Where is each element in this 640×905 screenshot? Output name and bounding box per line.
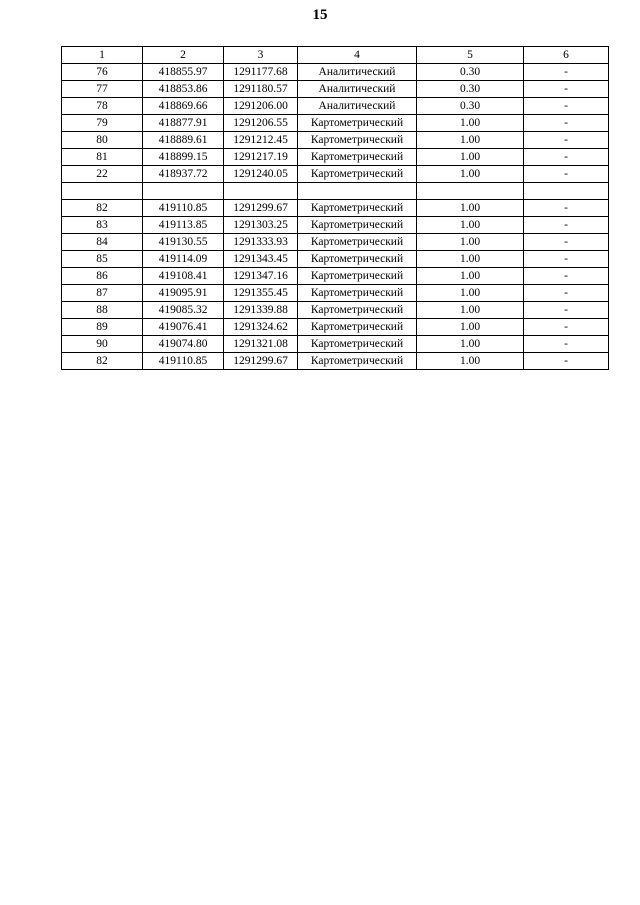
table-row xyxy=(62,217,609,234)
table-row xyxy=(62,115,609,132)
note-cell: - xyxy=(524,64,609,81)
x-coordinate-cell: 419110.85 xyxy=(143,353,224,370)
note-cell: - xyxy=(524,234,609,251)
table-row xyxy=(62,234,609,251)
table-row xyxy=(62,183,609,200)
table-row xyxy=(62,251,609,268)
note-cell: - xyxy=(524,302,609,319)
x-coordinate-cell: 418889.61 xyxy=(143,132,224,149)
y-coordinate-cell: 1291321.08 xyxy=(224,336,298,353)
accuracy-cell: 1.00 xyxy=(417,285,524,302)
note-cell: - xyxy=(524,251,609,268)
method-cell: Картометрический xyxy=(298,319,417,336)
method-cell xyxy=(298,183,417,200)
point-number-cell: 81 xyxy=(62,149,143,166)
accuracy-cell: 1.00 xyxy=(417,149,524,166)
y-coordinate-cell: 1291240.05 xyxy=(224,166,298,183)
table-row xyxy=(62,81,609,98)
column-header: 4 xyxy=(298,47,417,64)
point-number-cell: 88 xyxy=(62,302,143,319)
method-cell: Картометрический xyxy=(298,285,417,302)
coordinates-table xyxy=(61,46,609,370)
accuracy-cell: 1.00 xyxy=(417,234,524,251)
note-cell: - xyxy=(524,200,609,217)
point-number-cell: 79 xyxy=(62,115,143,132)
accuracy-cell: 1.00 xyxy=(417,166,524,183)
table-row xyxy=(62,200,609,217)
table-row xyxy=(62,166,609,183)
table-row xyxy=(62,268,609,285)
point-number-cell: 82 xyxy=(62,200,143,217)
x-coordinate-cell: 419076.41 xyxy=(143,319,224,336)
x-coordinate-cell: 418869.66 xyxy=(143,98,224,115)
accuracy-cell: 0.30 xyxy=(417,81,524,98)
accuracy-cell: 1.00 xyxy=(417,353,524,370)
table-row xyxy=(62,64,609,81)
y-coordinate-cell: 1291212.45 xyxy=(224,132,298,149)
method-cell: Картометрический xyxy=(298,149,417,166)
y-coordinate-cell: 1291177.68 xyxy=(224,64,298,81)
point-number-cell: 85 xyxy=(62,251,143,268)
column-header: 3 xyxy=(224,47,298,64)
y-coordinate-cell: 1291333.93 xyxy=(224,234,298,251)
point-number-cell: 86 xyxy=(62,268,143,285)
table-row xyxy=(62,132,609,149)
method-cell: Картометрический xyxy=(298,302,417,319)
note-cell: - xyxy=(524,132,609,149)
method-cell: Картометрический xyxy=(298,115,417,132)
accuracy-cell: 0.30 xyxy=(417,98,524,115)
accuracy-cell: 1.00 xyxy=(417,251,524,268)
page-number: 15 xyxy=(312,7,328,23)
x-coordinate-cell: 418877.91 xyxy=(143,115,224,132)
table-row xyxy=(62,302,609,319)
x-coordinate-cell: 419108.41 xyxy=(143,268,224,285)
x-coordinate-cell: 418937.72 xyxy=(143,166,224,183)
table-row xyxy=(62,319,609,336)
y-coordinate-cell: 1291324.62 xyxy=(224,319,298,336)
x-coordinate-cell: 419113.85 xyxy=(143,217,224,234)
y-coordinate-cell: 1291355.45 xyxy=(224,285,298,302)
y-coordinate-cell xyxy=(224,183,298,200)
accuracy-cell: 0.30 xyxy=(417,64,524,81)
table-row xyxy=(62,353,609,370)
x-coordinate-cell: 419110.85 xyxy=(143,200,224,217)
y-coordinate-cell: 1291339.88 xyxy=(224,302,298,319)
y-coordinate-cell: 1291299.67 xyxy=(224,200,298,217)
x-coordinate-cell xyxy=(143,183,224,200)
accuracy-cell xyxy=(417,183,524,200)
accuracy-cell: 1.00 xyxy=(417,302,524,319)
column-header: 5 xyxy=(417,47,524,64)
accuracy-cell: 1.00 xyxy=(417,115,524,132)
method-cell: Картометрический xyxy=(298,353,417,370)
x-coordinate-cell: 419095.91 xyxy=(143,285,224,302)
note-cell: - xyxy=(524,98,609,115)
y-coordinate-cell: 1291347.16 xyxy=(224,268,298,285)
method-cell: Картометрический xyxy=(298,217,417,234)
note-cell: - xyxy=(524,336,609,353)
method-cell: Аналитический xyxy=(298,81,417,98)
point-number-cell: 84 xyxy=(62,234,143,251)
point-number-cell: 76 xyxy=(62,64,143,81)
point-number-cell: 87 xyxy=(62,285,143,302)
method-cell: Картометрический xyxy=(298,166,417,183)
point-number-cell: 83 xyxy=(62,217,143,234)
note-cell: - xyxy=(524,353,609,370)
method-cell: Картометрический xyxy=(298,268,417,285)
method-cell: Картометрический xyxy=(298,336,417,353)
table-row xyxy=(62,149,609,166)
y-coordinate-cell: 1291180.57 xyxy=(224,81,298,98)
note-cell: - xyxy=(524,166,609,183)
note-cell xyxy=(524,183,609,200)
x-coordinate-cell: 419130.55 xyxy=(143,234,224,251)
point-number-cell: 22 xyxy=(62,166,143,183)
y-coordinate-cell: 1291217.19 xyxy=(224,149,298,166)
note-cell: - xyxy=(524,268,609,285)
column-header: 2 xyxy=(143,47,224,64)
note-cell: - xyxy=(524,319,609,336)
point-number-cell: 77 xyxy=(62,81,143,98)
accuracy-cell: 1.00 xyxy=(417,319,524,336)
accuracy-cell: 1.00 xyxy=(417,200,524,217)
accuracy-cell: 1.00 xyxy=(417,336,524,353)
method-cell: Картометрический xyxy=(298,251,417,268)
method-cell: Картометрический xyxy=(298,234,417,251)
method-cell: Картометрический xyxy=(298,200,417,217)
y-coordinate-cell: 1291299.67 xyxy=(224,353,298,370)
point-number-cell: 89 xyxy=(62,319,143,336)
note-cell: - xyxy=(524,115,609,132)
note-cell: - xyxy=(524,285,609,302)
x-coordinate-cell: 418899.15 xyxy=(143,149,224,166)
table-row xyxy=(62,285,609,302)
y-coordinate-cell: 1291206.00 xyxy=(224,98,298,115)
table-row xyxy=(62,98,609,115)
x-coordinate-cell: 418855.97 xyxy=(143,64,224,81)
y-coordinate-cell: 1291303.25 xyxy=(224,217,298,234)
x-coordinate-cell: 419085.32 xyxy=(143,302,224,319)
accuracy-cell: 1.00 xyxy=(417,132,524,149)
method-cell: Аналитический xyxy=(298,64,417,81)
method-cell: Картометрический xyxy=(298,132,417,149)
method-cell: Аналитический xyxy=(298,98,417,115)
table-body xyxy=(62,47,609,370)
y-coordinate-cell: 1291206.55 xyxy=(224,115,298,132)
column-header: 6 xyxy=(524,47,609,64)
y-coordinate-cell: 1291343.45 xyxy=(224,251,298,268)
point-number-cell: 82 xyxy=(62,353,143,370)
point-number-cell: 80 xyxy=(62,132,143,149)
note-cell: - xyxy=(524,81,609,98)
point-number-cell: 90 xyxy=(62,336,143,353)
x-coordinate-cell: 419114.09 xyxy=(143,251,224,268)
column-header: 1 xyxy=(62,47,143,64)
point-number-cell: 78 xyxy=(62,98,143,115)
table-row xyxy=(62,336,609,353)
point-number-cell xyxy=(62,183,143,200)
accuracy-cell: 1.00 xyxy=(417,217,524,234)
x-coordinate-cell: 419074.80 xyxy=(143,336,224,353)
table-header-row xyxy=(62,47,609,64)
accuracy-cell: 1.00 xyxy=(417,268,524,285)
note-cell: - xyxy=(524,217,609,234)
x-coordinate-cell: 418853.86 xyxy=(143,81,224,98)
note-cell: - xyxy=(524,149,609,166)
